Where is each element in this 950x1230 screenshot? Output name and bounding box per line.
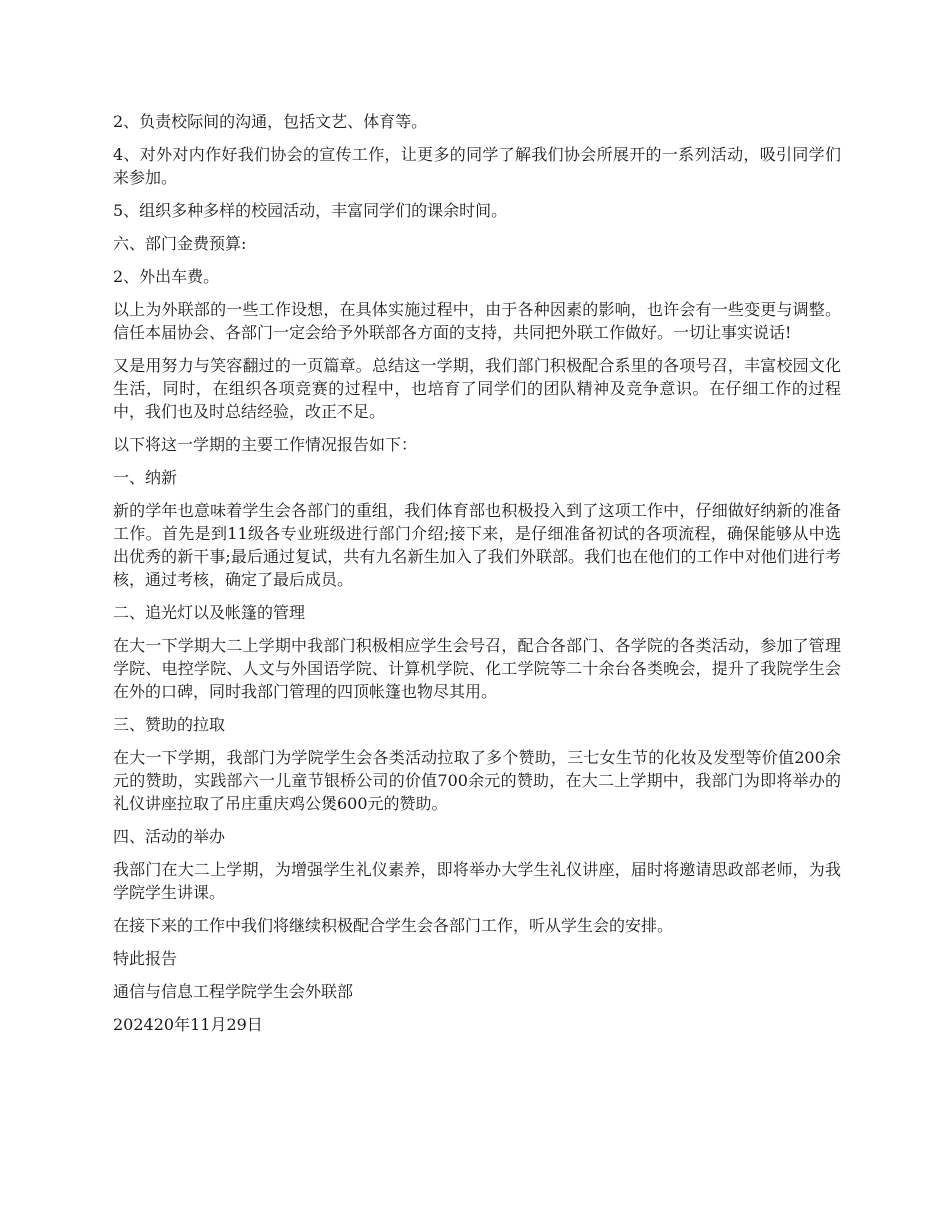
paragraph: 在接下来的工作中我们将继续积极配合学生会各部门工作，听从学生会的安排。 (113, 916, 674, 935)
section-heading: 六、部门金费预算: (113, 234, 247, 253)
closing-line: 特此报告 (113, 949, 178, 968)
section-heading: 四、活动的举办 (113, 827, 226, 846)
section-heading: 三、赞助的拉取 (113, 715, 226, 734)
paragraph: 5、组织多种多样的校园活动，丰富同学们的课余时间。 (113, 201, 508, 220)
signature-organization: 通信与信息工程学院学生会外联部 (113, 982, 354, 1001)
section-heading: 二、追光灯以及帐篷的管理 (113, 603, 306, 622)
paragraph: 4、对外对内作好我们协会的宣传工作，让更多的同学了解我们协会所展开的一系列活动，吸引同学们来参加。 (113, 145, 841, 187)
paragraph: 以上为外联部的一些工作设想，在具体实施过程中，由于各种因素的影响，也许会有一些变更与调整。信任本届协会、各部门一定会给予外联部各方面的支持，共同把外联工作做好。一切让事实说话! (113, 300, 841, 342)
signature-date: 202420年11月29日 (113, 1015, 263, 1034)
paragraph: 2、负责校际间的沟通，包括文艺、体育等。 (113, 112, 428, 131)
paragraph: 以下将这一学期的主要工作情况报告如下： (113, 435, 418, 454)
paragraph: 新的学年也意味着学生会各部门的重组，我们体育部也积极投入到了这项工作中，仔细做好纳新的准备工作。首先是到11级各专业班级进行部门介绍;接下来，是仔细准备初试的各项流程，确保能够从中选出优秀的新干事;最后通过复试，共有九名新生加入了我们外联部。我们也在他们的工作中对他们进行考核，通过考核，确定了最后成员。 (113, 501, 841, 589)
section-heading: 一、纳新 (113, 468, 178, 487)
paragraph: 在大一下学期，我部门为学院学生会各类活动拉取了多个赞助，三七女生节的化妆及发型等价值200余元的赞助，实践部六一儿童节银桥公司的价值700余元的赞助，在大二上学期中，我部门为即将举办的礼仪讲座拉取了吊庄重庆鸡公煲600元的赞助。 (113, 748, 841, 813)
paragraph: 在大一下学期大二上学期中我部门积极相应学生会号召，配合各部门、各学院的各类活动，参加了管理学院、电控学院、人文与外国语学院、计算机学院、化工学院等二十余台各类晚会，提升了我院学生会在外的口碑，同时我部门管理的四顶帐篷也物尽其用。 (113, 636, 841, 701)
paragraph: 又是用努力与笑容翻过的一页篇章。总结这一学期，我们部门积极配合系里的各项号召，丰富校园文化生活，同时，在组织各项竞赛的过程中，也培育了同学们的团队精神及竞争意识。在仔细工作的过程中，我们也及时总结经验，改正不足。 (113, 356, 841, 421)
paragraph: 2、外出车费。 (113, 267, 220, 286)
document-body (113, 110, 841, 1046)
paragraph: 我部门在大二上学期，为增强学生礼仪素养，即将举办大学生礼仪讲座，届时将邀请思政部老师，为我学院学生讲课。 (113, 860, 841, 902)
